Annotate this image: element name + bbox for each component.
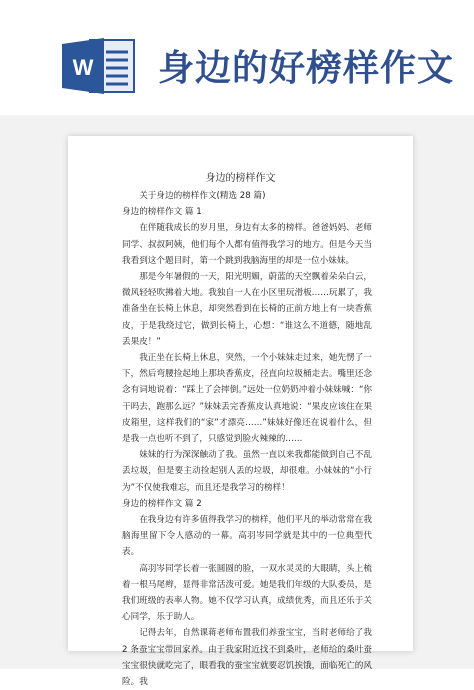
paragraph: 那是今年暑假的一天，阳光明媚，蔚蓝的天空飘着朵朵白云，微风轻轻吹拂着大地。我独自一人在小区里玩滑板……玩累了，我准备坐在长椅上休息，却突然看到在长椅的正前方地上有一块香蕉皮，于是我绕过它，做到长椅上，心想：“谁这么不道德，随地乱丢果皮！”	[122, 272, 372, 347]
section-heading: 身边的榜样作文 篇 1	[122, 207, 202, 218]
section-heading: 身边的榜样作文 篇 2	[122, 498, 202, 509]
paragraph: 记得去年，自然课蒋老师布置我们养蚕宝宝，当时老师给了我 2 条蚕宝宝带回家养。由于我家附近找不到桑叶，老师给的桑叶蚕宝宝很快就吃完了，眼看我的蚕宝宝就要忍饥挨饿，面临死亡的风险。我	[122, 628, 372, 688]
paragraph: 关于身边的榜样作文(精选 28 篇)	[139, 191, 266, 201]
paragraph: 在伴随我成长的岁月里，身边有太多的榜样。爸爸妈妈、老师同学、叔叔阿姨，他们每个人都有值得我学习的地方。但是今天当我看到这个题目时，第一个跳到我脑海里的却是一位小妹妹。	[122, 223, 372, 266]
paragraph: 在我身边有许多值得我学习的榜样，他们平凡的举动常常在我脑海里留下令人感动的一幕。高羽岑同学就是其中的一位典型代表。	[122, 515, 372, 558]
banner-title: 身边的好榜样作文	[158, 48, 455, 89]
word-document-icon	[60, 36, 140, 96]
document-body	[122, 188, 372, 690]
banner	[0, 0, 474, 115]
word-logo-letter: W	[72, 55, 94, 80]
paragraph: 妹妹的行为深深触动了我。虽然一直以来我都能做到自己不乱丢垃圾，但是要主动捡起别人丢的垃圾，却很难。小妹妹的“小行为”不仅使我难忘，而且还是我学习的榜样！	[122, 450, 372, 493]
paragraph: 我正坐在长椅上休息，突然，一个小妹妹走过来，她先愣了一下，然后弯腰捡起地上那块香蕉皮，径直向垃圾桶走去。嘴里还念念有词地说着：“踩上了会摔倒。”远处一位奶奶冲着小妹妹喊：“你干吗去，跑那么远？”妹妹丢完香蕉皮认真地说：“果皮应该住在果皮箱里，这样我们的“家”才漂亮……”妹妹好像还在说着什么，但是我一点也听不到了，只感觉到脸火辣辣的……	[122, 353, 372, 445]
paragraph: 高羽岑同学长着一张圆圆的脸，一双水灵灵的大眼睛，头上梳着一根马尾辫，显得非常活泼可爱。她是我们年级的大队委员，是我们班级的表率人物。她不仅学习认真，成绩优秀，而且还乐于关心同学，乐于助人。	[122, 563, 372, 623]
document-page	[68, 136, 413, 688]
document-title: 身边的榜样作文	[205, 173, 276, 184]
